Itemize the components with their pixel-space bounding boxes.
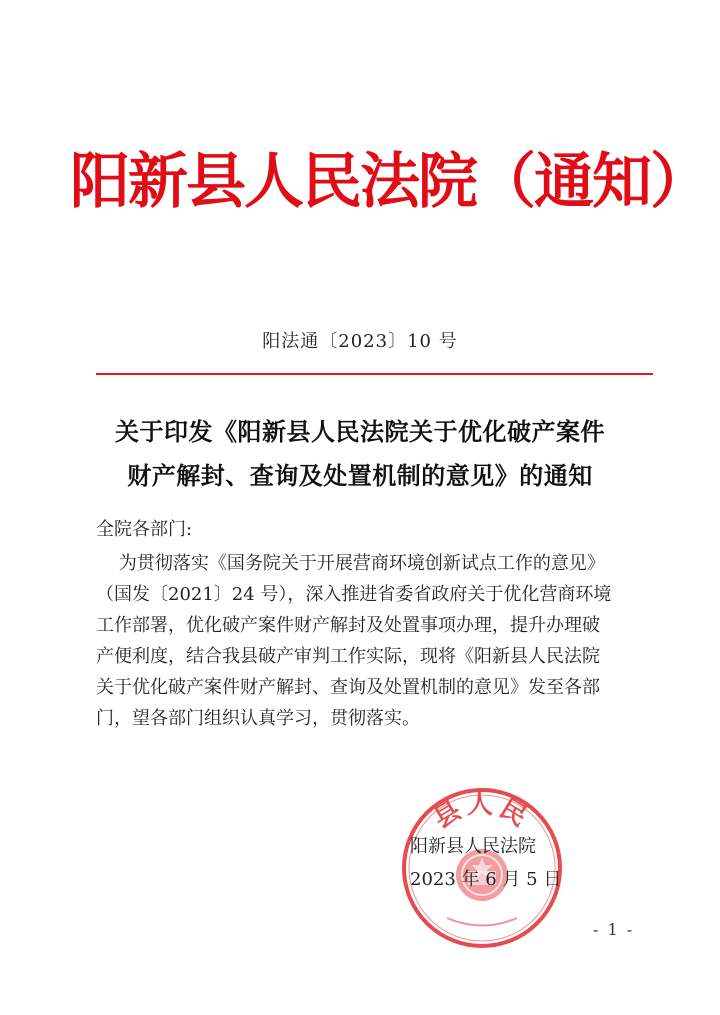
document-title-line-1: 关于印发《阳新县人民法院关于优化破产案件 <box>115 417 605 446</box>
signature-date: 2023 年 6 月 5 日 <box>410 869 562 890</box>
seal-text: 县人民 <box>428 790 536 835</box>
document-title-line-2: 财产解封、查询及处置机制的意见》的通知 <box>127 461 593 490</box>
body-line: （国发〔2021〕24 号），深入推进省委省政府关于优化营商环境 <box>96 584 612 605</box>
svg-text:县人民 <box>429 790 536 835</box>
document-title <box>80 410 640 498</box>
red-divider-line <box>96 373 653 375</box>
document-number: 阳法通〔2023〕10 号 <box>262 331 458 352</box>
body-line: 工作部署，优化破产案件财产解封及处置事项办理，提升办理破 <box>96 615 600 636</box>
body-line: 产便利度，结合我县破产审判工作实际，现将《阳新县人民法院 <box>96 646 600 667</box>
document-header-title: 阳新县人民法院（通知） <box>70 147 708 217</box>
salutation: 全院各部门: <box>96 519 193 540</box>
page-number: - 1 - <box>593 920 635 939</box>
body-line: 门，望各部门组织认真学习，贯彻落实。 <box>96 708 420 729</box>
signature-organization: 阳新县人民法院 <box>410 836 536 857</box>
body-paragraph <box>96 548 656 734</box>
body-line: 为贯彻落实《国务院关于开展营商环境创新试点工作的意见》 <box>96 553 605 574</box>
body-line: 关于优化破产案件财产解封、查询及处置机制的意见》发至各部 <box>96 677 600 698</box>
